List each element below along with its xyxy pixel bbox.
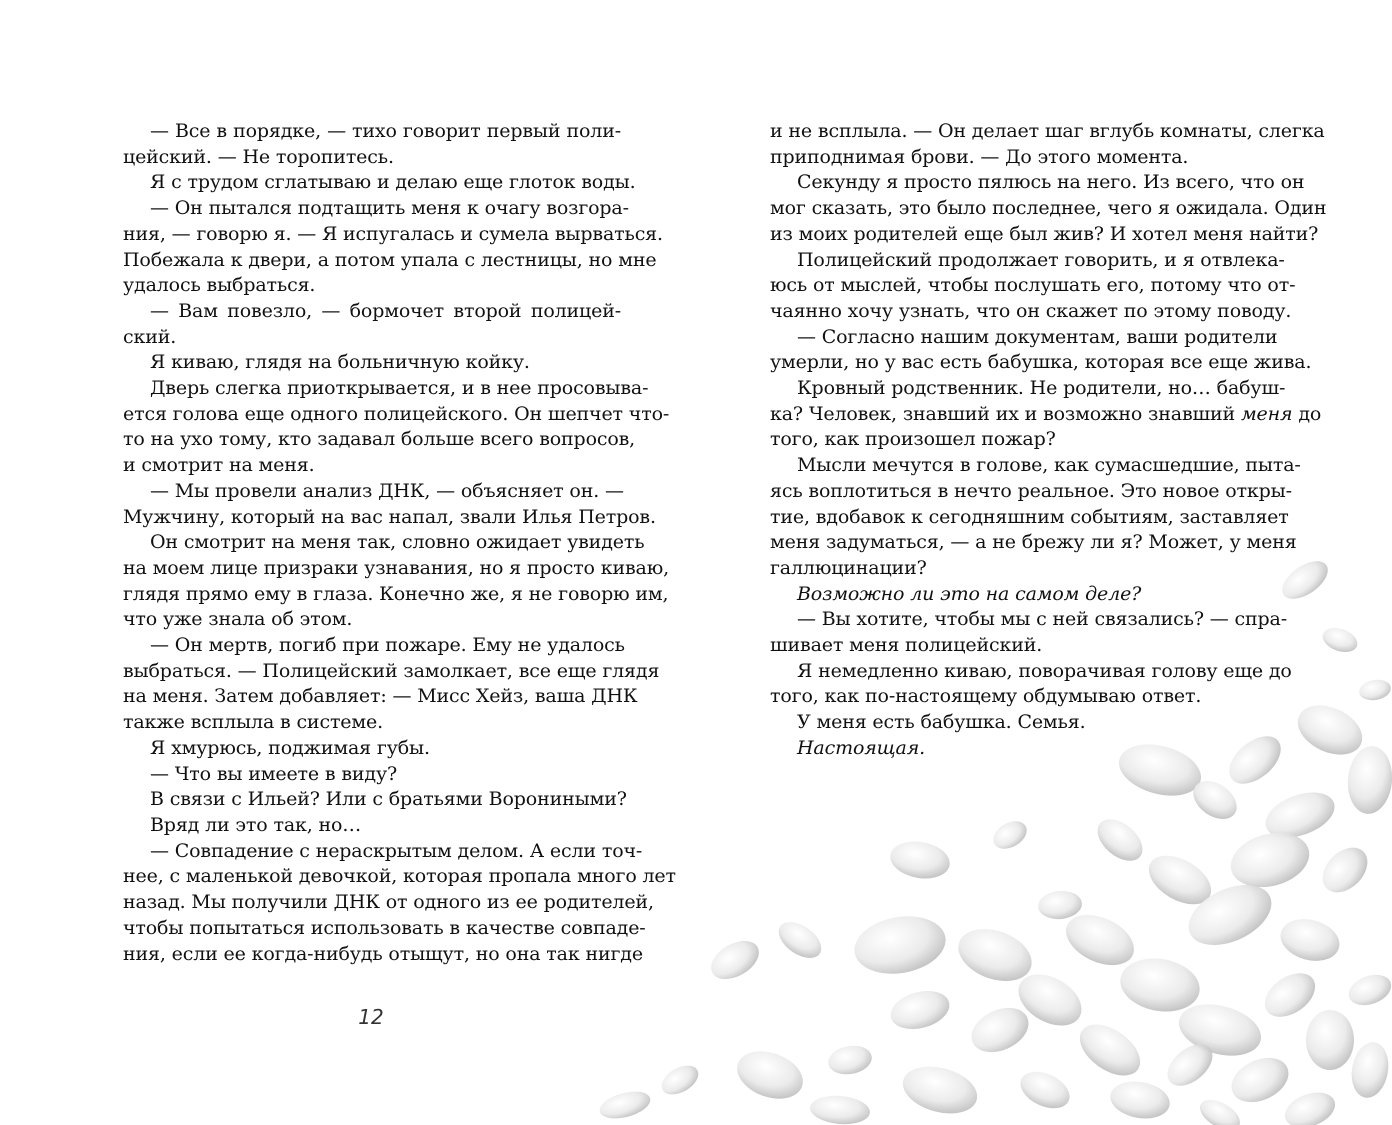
page-number: 12 [358, 1005, 384, 1029]
text-line: то на ухо тому, кто задавал больше всего вопросов, [123, 428, 636, 451]
text-line: на моем лице призраки узнавания, но я просто киваю, [123, 556, 669, 579]
text-run: до [1292, 402, 1322, 425]
text-run: шивает меня полицейский. [770, 634, 1043, 657]
text-line [770, 659, 1292, 685]
text-line: чтобы попытаться использовать в качестве совпаде- [123, 916, 646, 939]
text-line [770, 607, 1287, 633]
text-line: В связи с Ильей? Или с братьями Ворониными? [150, 788, 627, 811]
right-page [696, 0, 1392, 1125]
text-line [770, 530, 1297, 556]
text-line: Дверь слегка приоткрывается, и в нее просовыва- [150, 377, 649, 400]
text-line: нее, с маленькой девочкой, которая пропала много лет [123, 865, 676, 888]
italic-text-run: Возможно ли это на самом деле? [797, 582, 1142, 605]
text-line: ния, — говорю я. — Я испугалась и сумела вырваться. [123, 222, 663, 245]
text-line: Он смотрит на меня так, словно ожидает увидеть [150, 531, 645, 554]
text-run: юсь от мыслей, чтобы послушать его, потому что от- [770, 274, 1296, 297]
text-run: из моих родителей еще был жив? И хотел меня найти? [770, 222, 1319, 245]
italic-text-run: меня [1240, 402, 1293, 425]
text-line [770, 350, 1312, 376]
text-line [770, 170, 1305, 196]
text-line: — Он мертв, погиб при пожаре. Ему не удалось [150, 634, 625, 657]
text-run: Я немедленно киваю, поворачивая голову еще до [797, 659, 1292, 682]
text-line: ский. [123, 325, 177, 348]
text-line [770, 119, 1325, 145]
text-line [770, 684, 1266, 710]
text-line: ния, если ее когда-нибудь отыщут, но она так нигде [123, 942, 643, 965]
text-line: удалось выбраться. [123, 274, 316, 297]
text-line: глядя прямо ему в глаза. Конечно же, я не говорю им, [123, 582, 669, 605]
text-line [770, 273, 1296, 299]
text-line [770, 710, 1266, 736]
text-run: Секунду я просто пялюсь на него. Из всего, что он [797, 171, 1305, 194]
italic-text-run: Настоящая. [797, 736, 926, 759]
text-line [770, 505, 1289, 531]
text-line: что уже знала об этом. [123, 608, 353, 631]
text-line [770, 633, 1266, 659]
text-run: — Вы хотите, чтобы мы с ней связались? — спра- [797, 608, 1287, 631]
text-line [770, 479, 1292, 505]
text-run: Мысли мечутся в голове, как сумасшедшие, пыта- [797, 454, 1301, 477]
text-run: меня задуматься, — а не брежу ли я? Может, у меня [770, 531, 1297, 554]
text-line [770, 325, 1278, 351]
text-line [770, 248, 1285, 274]
text-run: тие, вдобавок к сегодняшним событиям, заставляет [770, 505, 1289, 528]
text-line [770, 427, 1266, 453]
text-line: на меня. Затем добавляет: — Мисс Хейз, ваша ДНК [123, 685, 638, 708]
left-text-column [123, 119, 676, 967]
text-run: чаянно хочу узнать, что он скажет по этому поводу. [770, 299, 1292, 322]
text-line: — Все в порядке, — тихо говорит первый поли- [150, 120, 621, 142]
text-line: ется голова еще одного полицейского. Он шепчет что- [123, 402, 670, 425]
text-line [770, 299, 1292, 325]
text-line: Я с трудом сглатываю и делаю еще глоток воды. [150, 171, 636, 194]
text-run: Полицейский продолжает говорить, и я отвлека- [797, 248, 1285, 271]
text-line: выбраться. — Полицейский замолкает, все еще глядя [123, 659, 660, 682]
text-line: — Совпадение с нераскрытым делом. А если точ- [150, 839, 643, 862]
text-line: — Вам повезло, — бормочет второй полицей- [150, 299, 621, 322]
text-run: и не всплыла. — Он делает шаг вглубь комнаты, слегка [770, 120, 1325, 142]
text-run: того, как по-настоящему обдумываю ответ. [770, 685, 1202, 708]
text-run: умерли, но у вас есть бабушка, которая все еще жива. [770, 351, 1312, 374]
text-line [770, 582, 1266, 608]
text-line [770, 145, 1266, 171]
right-text-column [770, 119, 1327, 762]
text-run: — Согласно нашим документам, ваши родители [797, 325, 1278, 348]
text-run: приподнимая брови. — До этого момента. [770, 145, 1189, 168]
text-line: Я киваю, глядя на больничную койку. [150, 351, 530, 374]
text-line: Побежала к двери, а потом упала с лестницы, но мне [123, 248, 657, 271]
text-line [770, 453, 1301, 479]
text-line [770, 376, 1286, 402]
text-run: ка? Человек, знавший их и возможно знавший [770, 402, 1241, 425]
text-line: — Он пытался подтащить меня к очагу возгора- [150, 197, 629, 220]
text-run: У меня есть бабушка. Семья. [797, 711, 1086, 734]
text-line [770, 222, 1319, 248]
text-line: и смотрит на меня. [123, 454, 315, 477]
text-line [770, 196, 1327, 222]
text-line [770, 402, 1322, 428]
text-run: Кровный родственник. Не родители, но… бабуш- [797, 377, 1286, 400]
text-line [770, 556, 1266, 582]
text-line: — Мы провели анализ ДНК, — объясняет он. — [150, 479, 624, 502]
text-line: также всплыла в системе. [123, 711, 384, 734]
text-line [770, 736, 1266, 762]
text-line: Я хмурюсь, поджимая губы. [150, 736, 430, 759]
text-run: ясь воплотиться в нечто реальное. Это новое откры- [770, 479, 1292, 502]
text-run: мог сказать, это было последнее, чего я ожидала. Один [770, 197, 1327, 220]
text-run: галлюцинации? [770, 556, 927, 579]
text-line: цейский. — Не торопитесь. [123, 145, 394, 168]
text-line: Вряд ли это так, но… [150, 813, 362, 836]
text-line: назад. Мы получили ДНК от одного из ее родителей, [123, 891, 654, 914]
text-line: — Что вы имеете в виду? [150, 762, 398, 785]
text-line: Мужчину, который на вас напал, звали Илья Петров. [123, 505, 656, 528]
text-run: того, как произошел пожар? [770, 428, 1056, 451]
